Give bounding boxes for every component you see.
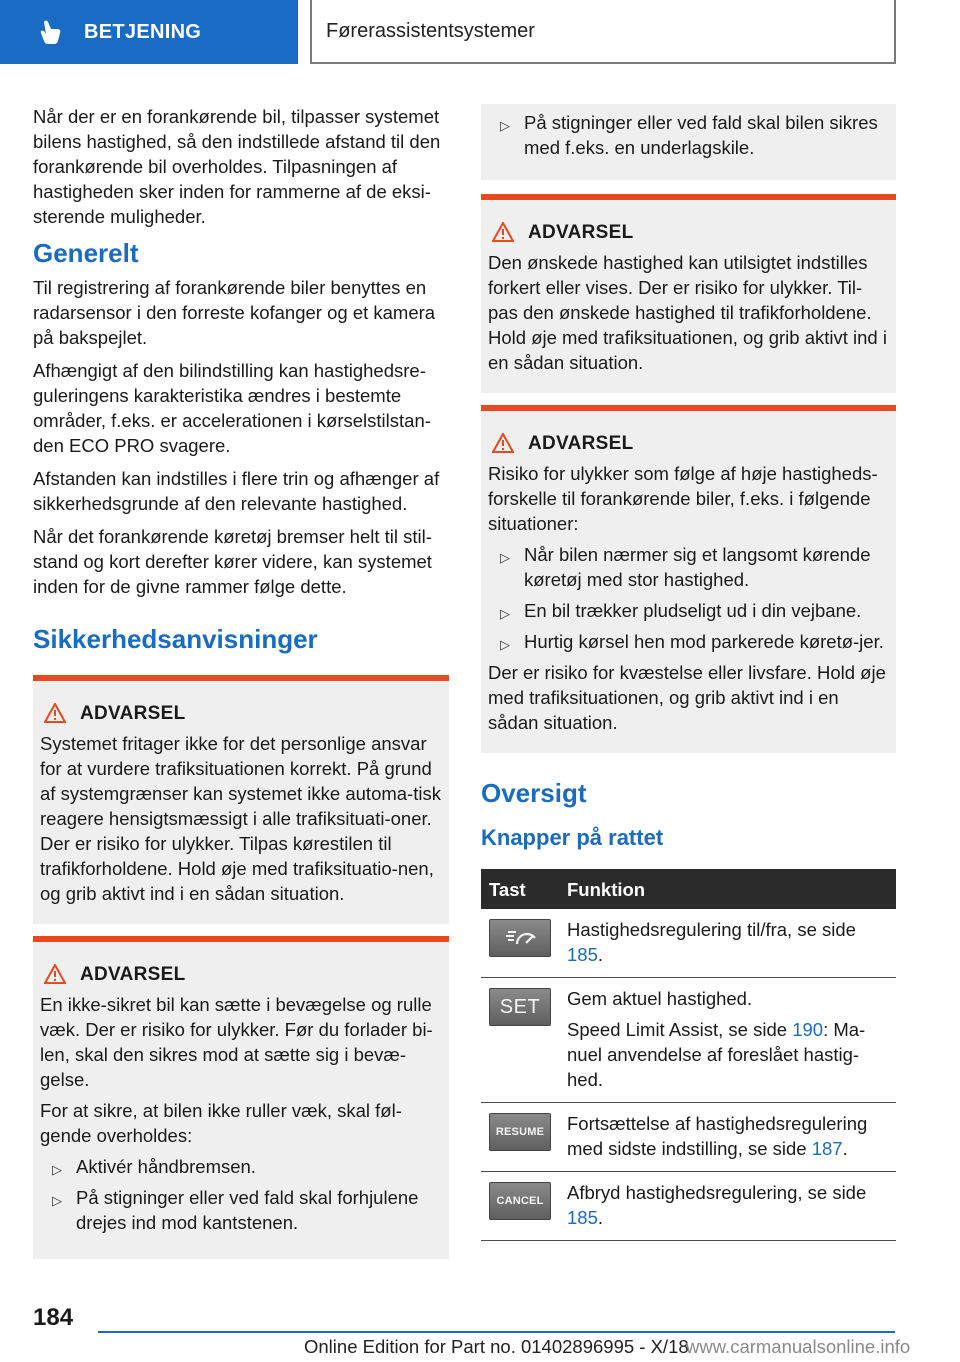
intro-paragraph: Når der er en forankørende bil, tilpasser systemet bilens hastighed, så den indstillede afstand til den forankørende bil overholdes. Tilpasningen af hastigheden sker inden for rammerne af de eksi-sterende muligheder. [33,106,441,227]
buttons-heading: Knapper på rattet [481,825,664,850]
list-item: ▷ På stigninger eller ved fald skal bilen sikres med f.eks. en underlagskile. [500,112,878,158]
table-header-row [481,869,896,909]
warning-box [481,194,896,393]
set-button: SET [489,988,551,1026]
list-item: ▷ På stigninger eller ved fald skal forhjulene drejes ind mod kantstenen. [52,1187,419,1233]
warning-text: En ikke-sikret bil kan sætte i bevægelse og rulle væk. Der er risiko for ulykker. Før du forlader bi-len, skal den sikres mod at sætte sig i bevæ-gelse. [40,994,433,1090]
warning-box [33,675,449,924]
general-paragraph-3: Afstanden kan indstilles i flere trin og afhænger af sikkerhedsgrunde af den relevante hastighed. [33,468,440,514]
cruise-control-button [489,919,551,957]
steering-buttons-table [481,869,896,1241]
general-heading: Generelt [33,238,139,268]
warning-title: ADVARSEL [488,218,888,246]
row-text: Hastighedsregulering til/fra, se side 185. [567,919,856,965]
warning-text: Risiko for ulykker som følge af høje hastigheds-forskelle til forankørende biler, f.eks. i følgende situationer: [488,463,878,534]
general-paragraph-4: Når det forankørende køretøj bremser helt til stil-stand og kort derefter kører videre, kan systemet inden for de givne rammer følge dette. [33,526,432,597]
page-link[interactable]: 187 [811,1138,843,1159]
warning-triangle-icon [492,433,514,453]
triangle-bullet-icon: ▷ [500,606,510,621]
table-row [481,1172,896,1241]
warning-text: For at sikre, at bilen ikke ruller væk, skal føl-gende overholdes: [40,1100,402,1146]
table-row [481,909,896,978]
table-row [481,978,896,1103]
column-header-key: Tast [481,869,559,909]
list-item: ▷ Når bilen nærmer sig et langsomt kørende køretøj med stor hastighed. [500,544,871,590]
triangle-bullet-icon: ▷ [500,118,510,133]
warning-box [481,405,896,753]
row-text: Gem aktuel hastighed. [567,988,753,1009]
warning-box [33,936,449,1259]
page-link[interactable]: 185 [567,1207,598,1228]
warning-triangle-icon [44,964,66,984]
row-text: Speed Limit Assist, se side 190: Ma-nuel anvendelse af foreslået hastig-hed. [567,1019,866,1090]
warning-text: Den ønskede hastighed kan utilsigtet indstilles forkert eller vises. Der er risiko for ulykker. Til-pas den ønskede hastighed til trafikforholdene. Hold øje med trafiksituationen, og grib aktivt ind i en sådan situation. [488,252,887,373]
list-item: ▷ Hurtig kørsel hen mod parkerede køretø-jer. [488,629,888,654]
bullet-list [40,1154,441,1235]
general-paragraph-2: Afhængigt af den bilindstilling kan hastighedsre-guleringens karakteristika ændres i bestemte områder, f.eks. er accelerationen i kørselstilstan-den ECO PRO svagere. [33,360,431,456]
watermark-text: www.carmanualsonline.info [686,1336,911,1357]
resume-button: RESUME [489,1113,551,1151]
footer-divider [98,1331,895,1333]
warning-title: ADVARSEL [488,429,888,457]
page-link[interactable]: 185 [567,944,598,965]
list-item: ▷ Aktivér håndbremsen. [40,1154,441,1179]
continued-box [481,104,896,180]
overview-heading: Oversigt [481,778,587,808]
triangle-bullet-icon: ▷ [500,550,510,565]
column-header-function: Funktion [559,869,896,909]
cancel-button: CANCEL [489,1182,551,1220]
section-tab[interactable] [310,0,896,64]
warning-triangle-icon [44,703,66,723]
right-column [481,104,896,1241]
page-number: 184 [33,1304,74,1331]
safety-heading: Sikkerhedsanvisninger [33,624,318,654]
left-column [33,104,449,1271]
bullet-list [488,110,888,160]
cruise-control-icon [500,926,540,950]
warning-title: ADVARSEL [40,960,441,988]
warning-title: ADVARSEL [40,699,441,727]
page-header [0,0,960,66]
page-link[interactable]: 190 [792,1019,824,1040]
table-row [481,1103,896,1172]
general-paragraph-1: Til registrering af forankørende biler benyttes en radarsensor i den forreste kofanger og et kamera på bakspejlet. [33,277,436,348]
triangle-bullet-icon: ▷ [52,1162,62,1177]
row-text: Afbryd hastighedsregulering, se side 185. [567,1182,867,1228]
row-text: Fortsættelse af hastighedsregulering med sidste indstilling, se side 187. [567,1113,868,1159]
section-title: Førerassistentsystemer [326,19,535,42]
hand-pointer-icon [38,19,64,45]
triangle-bullet-icon: ▷ [500,637,510,652]
list-item: ▷ En bil trækker pludseligt ud i din vejbane. [488,598,888,623]
chapter-tab[interactable] [0,0,298,64]
chapter-title: BETJENING [84,20,202,43]
edition-text: Online Edition for Part no. 01402896995 - X/18 [304,1336,689,1357]
warning-text: Systemet fritager ikke for det personlige ansvar for at vurdere trafiksituationen korrekt. På grund af systemgrænser kan systemet ikke automa-tisk reagere hensigtsmæssigt i alle trafiksituati-oner. Der er risiko for ulykker. Tilpas kørestilen til trafikforholdene. Hold øje med trafiksituatio-nen, og grib aktivt ind i en sådan situation. [40,733,441,904]
bullet-list [488,542,888,654]
triangle-bullet-icon: ▷ [52,1193,62,1208]
warning-triangle-icon [492,222,514,242]
warning-text: Der er risiko for kvæstelse eller livsfare. Hold øje med trafiksituationen, og grib aktivt ind i en sådan situation. [488,662,886,733]
